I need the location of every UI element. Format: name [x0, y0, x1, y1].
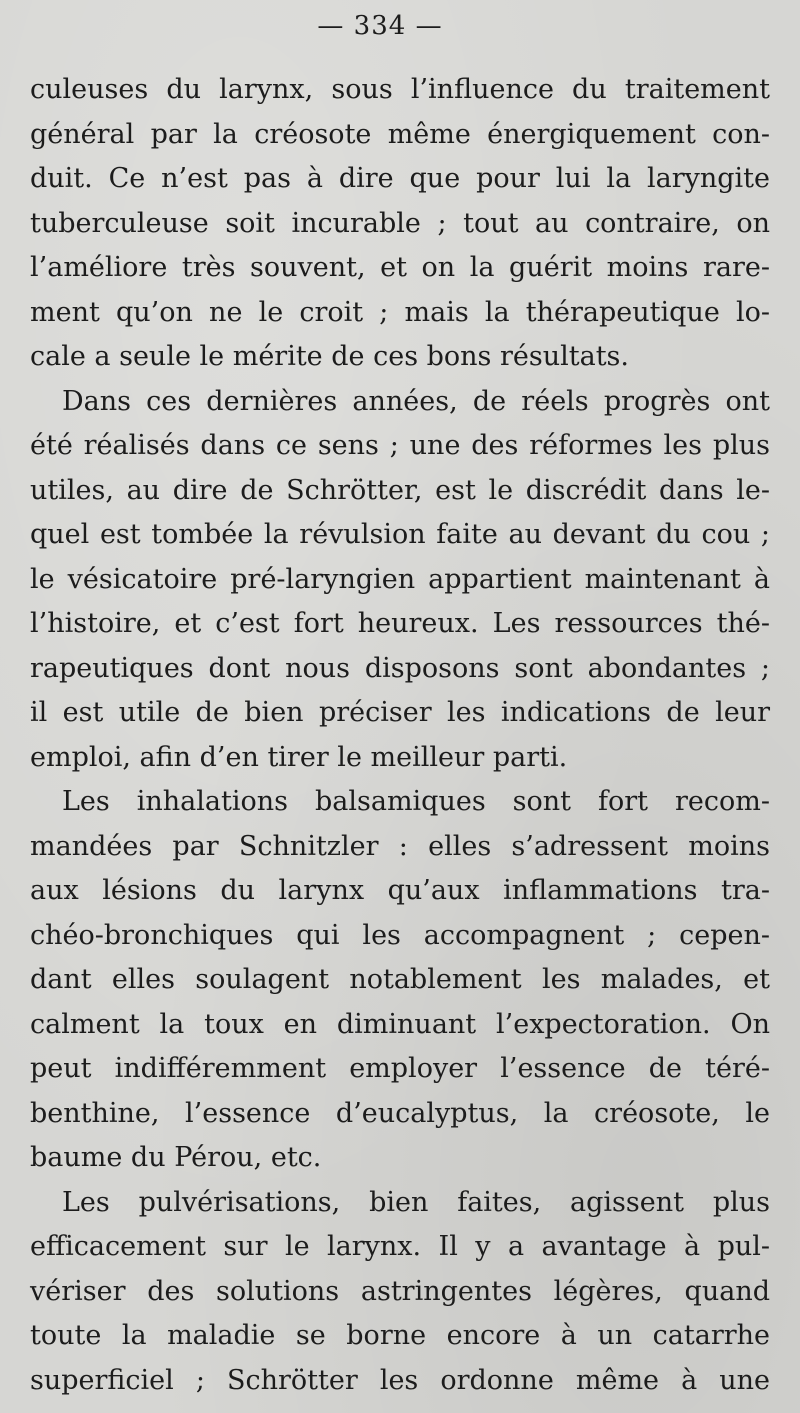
text-line: duit. Ce n’est pas à dire que pour lui la laryngite: [30, 163, 770, 194]
text-line: peut indifféremment employer l’essence de téré-: [30, 1053, 770, 1084]
text-line: toute la maladie se borne encore à un catarrhe: [30, 1320, 770, 1351]
text-line: été réalisés dans ce sens ; une des réformes les plus: [30, 430, 770, 461]
text-line: aux lésions du larynx qu’aux inflammations tra-: [30, 875, 770, 906]
page-number: — 334 —: [317, 11, 443, 41]
text-line: tuberculeuse soit incurable ; tout au contraire, on: [30, 207, 770, 239]
text-line: l’histoire, et c’est fort heureux. Les ressources thé-: [30, 608, 770, 639]
text-line: Les inhalations balsamiques sont fort recom-: [62, 786, 770, 817]
text-line: ment qu’on ne le croit ; mais la thérapeutique lo-: [30, 296, 770, 328]
text-line: vériser des solutions astringentes légères, quand: [30, 1275, 770, 1307]
text-line: chéo-bronchiques qui les accompagnent ; cepen-: [30, 919, 770, 951]
text-line: général par la créosote même énergiquement con-: [30, 118, 770, 150]
text-line: rapeutiques dont nous disposons sont abondantes ;: [30, 652, 770, 684]
text-line: calment la toux en diminuant l’expectoration. On: [30, 1008, 770, 1040]
text-line: emploi, afin d’en tirer le meilleur parti.: [30, 741, 568, 773]
text-line: superficiel ; Schrötter les ordonne même à une: [30, 1364, 770, 1396]
text-line: le vésicatoire pré-laryngien appartient maintenant à: [30, 563, 770, 595]
text-line: benthine, l’essence d’eucalyptus, la créosote, le: [30, 1097, 770, 1129]
text-line: baume du Pérou, etc.: [30, 1142, 322, 1173]
text-line: utiles, au dire de Schrötter, est le discrédit dans le-: [30, 474, 770, 506]
text-line: Dans ces dernières années, de réels progrès ont: [62, 385, 770, 417]
text-line: efficacement sur le larynx. Il y a avantage à pul-: [30, 1231, 770, 1262]
text-line: il est utile de bien préciser les indications de leur: [30, 697, 770, 728]
text-line: Les pulvérisations, bien faites, agissent plus: [62, 1186, 770, 1218]
text-line: l’améliore très souvent, et on la guérit moins rare-: [30, 252, 770, 283]
text-line: dant elles soulagent notablement les malades, et: [30, 964, 770, 995]
text-line: quel est tombée la révulsion faite au devant du cou ;: [30, 519, 770, 550]
body-text: [30, 68, 770, 1403]
text-line: mandées par Schnitzler : elles s’adressent moins: [30, 830, 770, 862]
text-line: cale a seule le mérite de ces bons résultats.: [30, 341, 629, 372]
text-line: culeuses du larynx, sous l’influence du traitement: [30, 74, 770, 105]
